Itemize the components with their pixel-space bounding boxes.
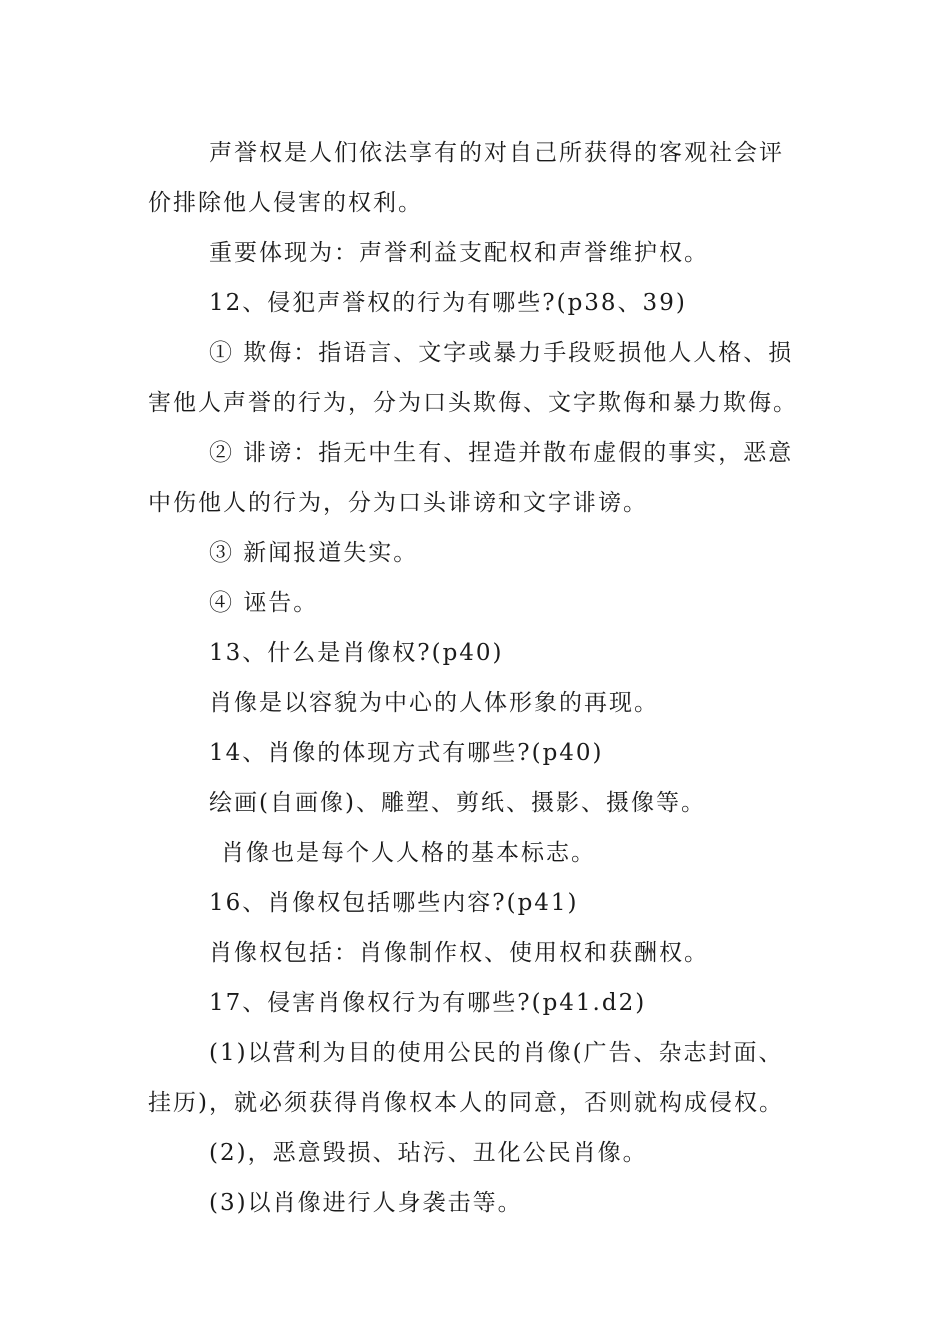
question-heading: 13、什么是肖像权?(p40) [209,640,504,666]
list-item: (3)以肖像进行人身袭击等。 [209,1190,523,1216]
list-item: ① 欺侮：指语言、文字或暴力手段贬损他人人格、损害他人声誉的行为，分为口头欺侮、文字欺侮和暴力欺侮。 [148,340,798,416]
paragraph: 肖像是以容貌为中心的人体形象的再现。 [209,690,659,716]
question-heading: 12、侵犯声誉权的行为有哪些?(p38、39) [209,290,687,316]
question-heading: 17、侵害肖像权行为有哪些?(p41.d2) [209,990,647,1016]
list-item: ③ 新闻报道失实。 [209,540,419,566]
question-heading: 14、肖像的体现方式有哪些?(p40) [209,740,604,766]
list-item: (2)，恶意毁损、玷污、丑化公民肖像。 [209,1140,648,1166]
list-item: ② 诽谤：指无中生有、捏造并散布虚假的事实，恶意中伤他人的行为，分为口头诽谤和文字诽谤。 [148,440,794,516]
question-heading: 16、肖像权包括哪些内容?(p41) [209,890,579,916]
list-item: ④ 诬告。 [209,590,319,616]
paragraph: 肖像也是每个人人格的基本标志。 [221,840,596,866]
paragraph: 声誉权是人们依法享有的对自己所获得的客观社会评价排除他人侵害的权利。 [148,140,784,216]
document-body [148,128,808,1228]
paragraph: 绘画(自画像)、雕塑、剪纸、摄影、摄像等。 [209,790,706,816]
paragraph: 重要体现为：声誉利益支配权和声誉维护权。 [209,240,709,266]
list-item: (1)以营利为目的使用公民的肖像(广告、杂志封面、挂历)，就必须获得肖像权本人的同意，否则就构成侵权。 [148,1040,784,1116]
paragraph: 肖像权包括：肖像制作权、使用权和获酬权。 [209,940,709,966]
